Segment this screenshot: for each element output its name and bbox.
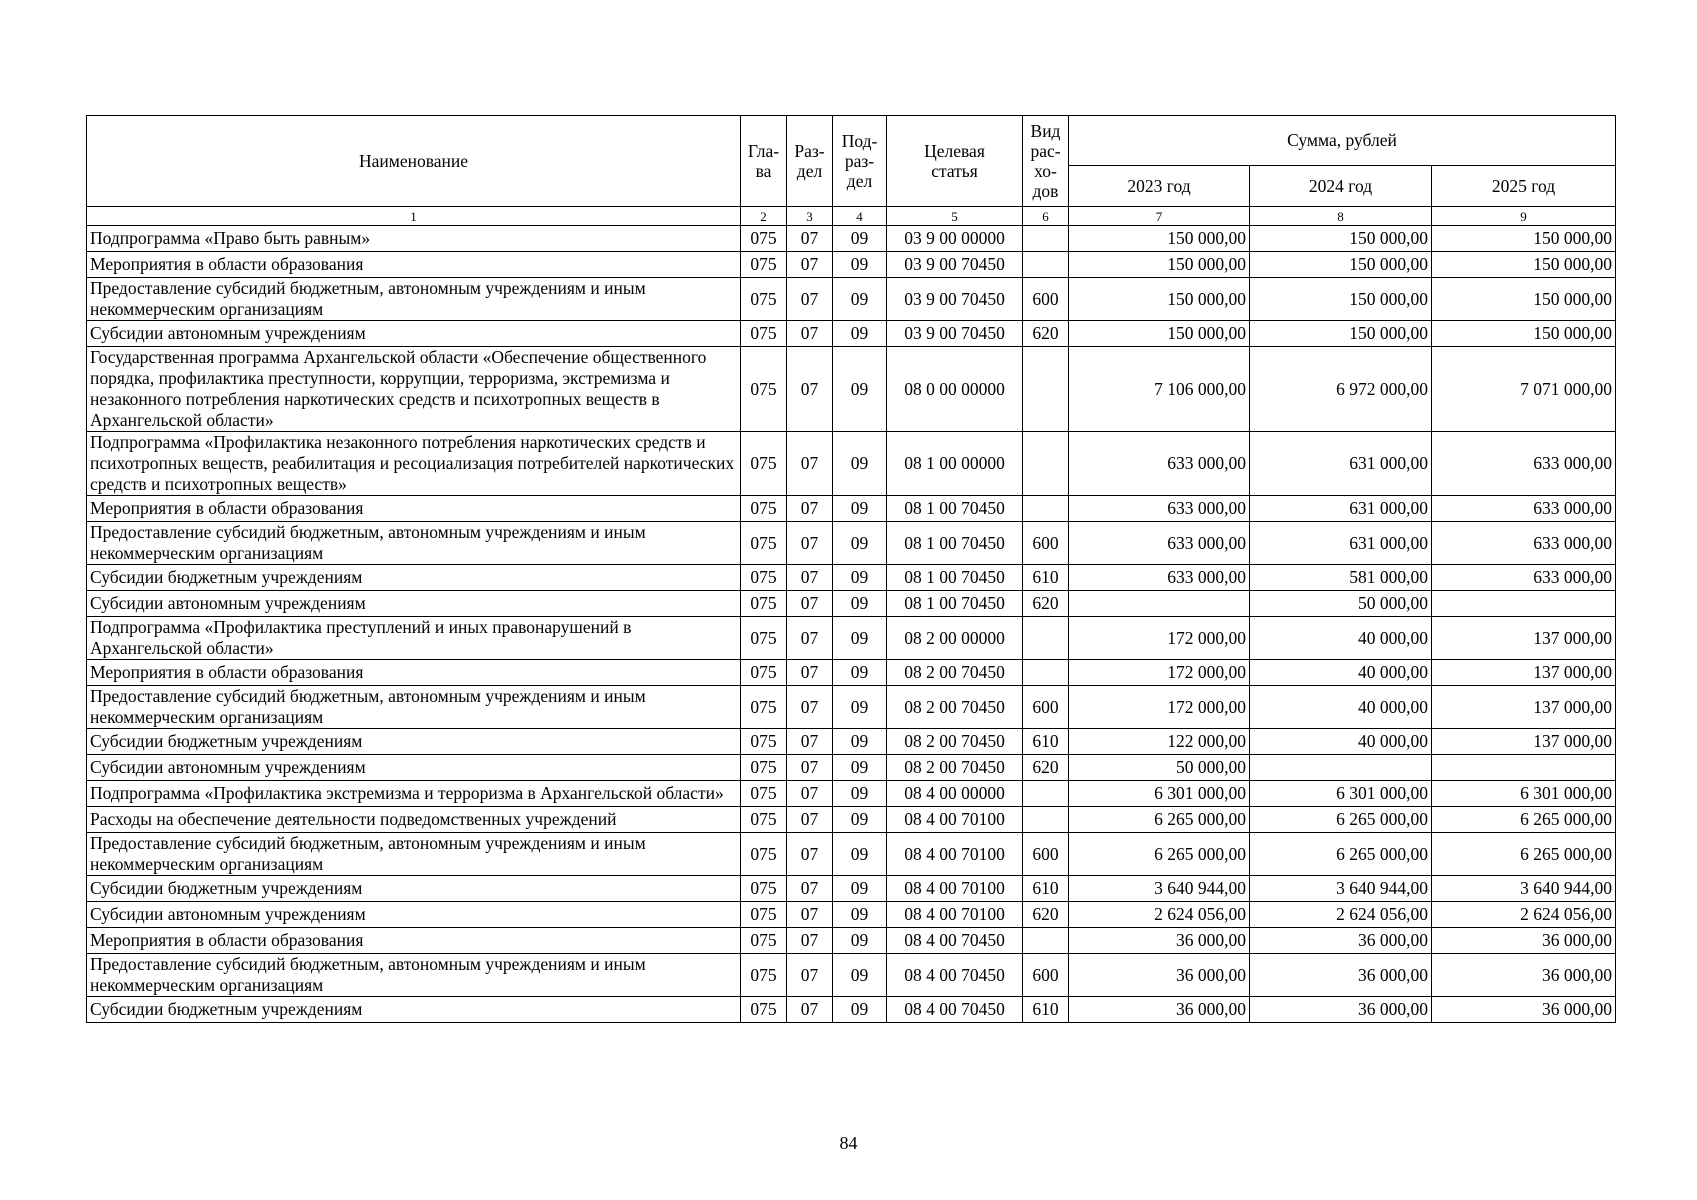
cell-podrazdel: 09 — [833, 617, 887, 660]
cell-vid-rashodov: 620 — [1023, 755, 1069, 781]
cell-vid-rashodov — [1023, 226, 1069, 252]
cell-celevaya-statya: 03 9 00 70450 — [887, 252, 1023, 278]
cell-glava: 075 — [741, 565, 787, 591]
column-number: 6 — [1023, 207, 1069, 226]
cell-sum-2023: 633 000,00 — [1069, 522, 1250, 565]
cell-vid-rashodov — [1023, 252, 1069, 278]
cell-glava: 075 — [741, 252, 787, 278]
cell-sum-2025: 6 301 000,00 — [1432, 781, 1616, 807]
cell-glava: 075 — [741, 591, 787, 617]
column-number: 2 — [741, 207, 787, 226]
cell-sum-2023: 6 301 000,00 — [1069, 781, 1250, 807]
cell-sum-2024: 631 000,00 — [1250, 522, 1432, 565]
cell-glava: 075 — [741, 278, 787, 321]
cell-celevaya-statya: 08 2 00 00000 — [887, 617, 1023, 660]
cell-sum-2025: 633 000,00 — [1432, 432, 1616, 496]
cell-sum-2023: 6 265 000,00 — [1069, 807, 1250, 833]
cell-sum-2025: 36 000,00 — [1432, 997, 1616, 1023]
header-glava: Гла- ва — [741, 116, 787, 207]
cell-vid-rashodov — [1023, 781, 1069, 807]
cell-podrazdel: 09 — [833, 522, 887, 565]
cell-podrazdel: 09 — [833, 321, 887, 347]
cell-celevaya-statya: 08 4 00 70450 — [887, 997, 1023, 1023]
cell-razdel: 07 — [787, 781, 833, 807]
cell-razdel: 07 — [787, 252, 833, 278]
cell-celevaya-statya: 08 2 00 70450 — [887, 729, 1023, 755]
table-row — [87, 755, 1616, 781]
column-number: 3 — [787, 207, 833, 226]
cell-name: Предоставление субсидий бюджетным, автономным учреждениям и иным некоммерческим организациям — [87, 278, 741, 321]
cell-sum-2023: 6 265 000,00 — [1069, 833, 1250, 876]
table-row — [87, 432, 1616, 496]
cell-sum-2024: 50 000,00 — [1250, 591, 1432, 617]
page-number: 84 — [839, 1133, 858, 1153]
cell-podrazdel: 09 — [833, 807, 887, 833]
cell-podrazdel: 09 — [833, 252, 887, 278]
cell-glava: 075 — [741, 902, 787, 928]
column-number-row — [87, 207, 1616, 226]
cell-celevaya-statya: 08 2 00 70450 — [887, 755, 1023, 781]
cell-podrazdel: 09 — [833, 755, 887, 781]
table-row — [87, 347, 1616, 432]
header-year-2024: 2024 год — [1250, 166, 1432, 207]
cell-sum-2025: 150 000,00 — [1432, 226, 1616, 252]
cell-celevaya-statya: 03 9 00 70450 — [887, 278, 1023, 321]
cell-sum-2025 — [1432, 591, 1616, 617]
cell-celevaya-statya: 08 4 00 70100 — [887, 902, 1023, 928]
cell-podrazdel: 09 — [833, 660, 887, 686]
cell-vid-rashodov — [1023, 617, 1069, 660]
cell-celevaya-statya: 08 1 00 70450 — [887, 522, 1023, 565]
cell-sum-2025: 633 000,00 — [1432, 522, 1616, 565]
cell-sum-2023: 36 000,00 — [1069, 928, 1250, 954]
cell-razdel: 07 — [787, 660, 833, 686]
cell-glava: 075 — [741, 781, 787, 807]
cell-sum-2023: 150 000,00 — [1069, 226, 1250, 252]
cell-name: Подпрограмма «Профилактика незаконного потребления наркотических средств и психотропных веществ, реабилитация и ресоциализация потребителей наркотических средств и психотропных веществ» — [87, 432, 741, 496]
table-row — [87, 226, 1616, 252]
cell-vid-rashodov: 610 — [1023, 729, 1069, 755]
cell-podrazdel: 09 — [833, 954, 887, 997]
table-row — [87, 252, 1616, 278]
cell-name: Субсидии автономным учреждениям — [87, 902, 741, 928]
cell-name: Предоставление субсидий бюджетным, автономным учреждениям и иным некоммерческим организациям — [87, 686, 741, 729]
cell-vid-rashodov — [1023, 928, 1069, 954]
cell-podrazdel: 09 — [833, 347, 887, 432]
cell-razdel: 07 — [787, 902, 833, 928]
cell-sum-2023: 36 000,00 — [1069, 997, 1250, 1023]
cell-celevaya-statya: 08 4 00 70100 — [887, 807, 1023, 833]
table-row — [87, 876, 1616, 902]
cell-razdel: 07 — [787, 321, 833, 347]
cell-celevaya-statya: 08 1 00 00000 — [887, 432, 1023, 496]
cell-sum-2023: 633 000,00 — [1069, 496, 1250, 522]
cell-glava: 075 — [741, 755, 787, 781]
cell-sum-2024: 36 000,00 — [1250, 954, 1432, 997]
cell-celevaya-statya: 08 2 00 70450 — [887, 660, 1023, 686]
table-row — [87, 660, 1616, 686]
cell-celevaya-statya: 08 1 00 70450 — [887, 496, 1023, 522]
cell-sum-2025: 150 000,00 — [1432, 321, 1616, 347]
cell-sum-2025: 6 265 000,00 — [1432, 833, 1616, 876]
cell-sum-2023: 122 000,00 — [1069, 729, 1250, 755]
cell-podrazdel: 09 — [833, 833, 887, 876]
cell-sum-2025: 137 000,00 — [1432, 686, 1616, 729]
cell-sum-2023: 50 000,00 — [1069, 755, 1250, 781]
cell-glava: 075 — [741, 686, 787, 729]
cell-podrazdel: 09 — [833, 876, 887, 902]
cell-name: Мероприятия в области образования — [87, 660, 741, 686]
header-year-2025: 2025 год — [1432, 166, 1616, 207]
cell-celevaya-statya: 08 2 00 70450 — [887, 686, 1023, 729]
cell-razdel: 07 — [787, 928, 833, 954]
cell-name: Подпрограмма «Право быть равным» — [87, 226, 741, 252]
header-podrazdel: Под- раз- дел — [833, 116, 887, 207]
cell-name: Субсидии бюджетным учреждениям — [87, 997, 741, 1023]
cell-sum-2024: 150 000,00 — [1250, 252, 1432, 278]
cell-razdel: 07 — [787, 522, 833, 565]
cell-vid-rashodov — [1023, 432, 1069, 496]
cell-glava: 075 — [741, 226, 787, 252]
table-row — [87, 278, 1616, 321]
cell-sum-2024 — [1250, 755, 1432, 781]
cell-celevaya-statya: 08 4 00 70450 — [887, 928, 1023, 954]
cell-podrazdel: 09 — [833, 928, 887, 954]
cell-glava: 075 — [741, 496, 787, 522]
cell-sum-2023: 172 000,00 — [1069, 686, 1250, 729]
cell-vid-rashodov: 610 — [1023, 997, 1069, 1023]
cell-sum-2024: 6 265 000,00 — [1250, 807, 1432, 833]
column-number: 1 — [87, 207, 741, 226]
cell-podrazdel: 09 — [833, 781, 887, 807]
cell-name: Государственная программа Архангельской области «Обеспечение общественного порядка, профилактика преступности, коррупции, терроризма, экстремизма и незаконного потребления наркотических средств и психотропных веществ в Архангельской области» — [87, 347, 741, 432]
cell-sum-2024: 36 000,00 — [1250, 997, 1432, 1023]
cell-name: Подпрограмма «Профилактика преступлений и иных правонарушений в Архангельской области» — [87, 617, 741, 660]
cell-sum-2024: 631 000,00 — [1250, 432, 1432, 496]
cell-celevaya-statya: 08 0 00 00000 — [887, 347, 1023, 432]
cell-name: Мероприятия в области образования — [87, 928, 741, 954]
cell-sum-2023: 36 000,00 — [1069, 954, 1250, 997]
cell-sum-2023: 3 640 944,00 — [1069, 876, 1250, 902]
cell-razdel: 07 — [787, 755, 833, 781]
cell-sum-2024: 40 000,00 — [1250, 686, 1432, 729]
cell-razdel: 07 — [787, 278, 833, 321]
table-row — [87, 729, 1616, 755]
cell-sum-2025 — [1432, 755, 1616, 781]
column-number: 9 — [1432, 207, 1616, 226]
cell-sum-2024: 581 000,00 — [1250, 565, 1432, 591]
cell-name: Субсидии автономным учреждениям — [87, 591, 741, 617]
header-razdel: Раз- дел — [787, 116, 833, 207]
cell-vid-rashodov: 620 — [1023, 591, 1069, 617]
cell-sum-2025: 3 640 944,00 — [1432, 876, 1616, 902]
table-row — [87, 902, 1616, 928]
table-row — [87, 591, 1616, 617]
cell-glava: 075 — [741, 833, 787, 876]
header-year-2023: 2023 год — [1069, 166, 1250, 207]
table-row — [87, 686, 1616, 729]
cell-vid-rashodov: 600 — [1023, 278, 1069, 321]
cell-podrazdel: 09 — [833, 278, 887, 321]
cell-celevaya-statya: 08 4 00 70450 — [887, 954, 1023, 997]
header-summa: Сумма, рублей — [1069, 116, 1616, 166]
cell-celevaya-statya: 08 4 00 00000 — [887, 781, 1023, 807]
cell-sum-2023: 172 000,00 — [1069, 617, 1250, 660]
cell-sum-2024: 6 265 000,00 — [1250, 833, 1432, 876]
cell-vid-rashodov: 600 — [1023, 686, 1069, 729]
cell-podrazdel: 09 — [833, 902, 887, 928]
cell-razdel: 07 — [787, 591, 833, 617]
cell-vid-rashodov — [1023, 807, 1069, 833]
cell-razdel: 07 — [787, 807, 833, 833]
table-row — [87, 781, 1616, 807]
cell-podrazdel: 09 — [833, 226, 887, 252]
cell-sum-2024: 631 000,00 — [1250, 496, 1432, 522]
cell-name: Предоставление субсидий бюджетным, автономным учреждениям и иным некоммерческим организациям — [87, 833, 741, 876]
cell-sum-2025: 633 000,00 — [1432, 496, 1616, 522]
cell-podrazdel: 09 — [833, 496, 887, 522]
cell-vid-rashodov: 620 — [1023, 321, 1069, 347]
cell-sum-2024: 150 000,00 — [1250, 278, 1432, 321]
table-row — [87, 617, 1616, 660]
cell-sum-2024: 40 000,00 — [1250, 660, 1432, 686]
cell-podrazdel: 09 — [833, 565, 887, 591]
cell-glava: 075 — [741, 997, 787, 1023]
header-celevaya: Целевая статья — [887, 116, 1023, 207]
cell-glava: 075 — [741, 876, 787, 902]
table-row — [87, 928, 1616, 954]
cell-celevaya-statya: 03 9 00 00000 — [887, 226, 1023, 252]
cell-vid-rashodov: 600 — [1023, 954, 1069, 997]
cell-sum-2024: 150 000,00 — [1250, 226, 1432, 252]
budget-table — [86, 115, 1616, 1023]
cell-sum-2023: 2 624 056,00 — [1069, 902, 1250, 928]
cell-glava: 075 — [741, 617, 787, 660]
cell-sum-2025: 36 000,00 — [1432, 928, 1616, 954]
cell-sum-2023: 633 000,00 — [1069, 432, 1250, 496]
cell-sum-2023: 172 000,00 — [1069, 660, 1250, 686]
cell-name: Мероприятия в области образования — [87, 252, 741, 278]
column-number: 5 — [887, 207, 1023, 226]
cell-celevaya-statya: 03 9 00 70450 — [887, 321, 1023, 347]
cell-razdel: 07 — [787, 432, 833, 496]
cell-name: Предоставление субсидий бюджетным, автономным учреждениям и иным некоммерческим организациям — [87, 954, 741, 997]
cell-name: Субсидии бюджетным учреждениям — [87, 729, 741, 755]
cell-sum-2023: 150 000,00 — [1069, 252, 1250, 278]
cell-podrazdel: 09 — [833, 432, 887, 496]
cell-glava: 075 — [741, 432, 787, 496]
table-row — [87, 954, 1616, 997]
header-vid: Вид рас- хо- дов — [1023, 116, 1069, 207]
cell-sum-2024: 150 000,00 — [1250, 321, 1432, 347]
cell-glava: 075 — [741, 321, 787, 347]
cell-sum-2024: 3 640 944,00 — [1250, 876, 1432, 902]
cell-vid-rashodov: 600 — [1023, 833, 1069, 876]
cell-sum-2023: 150 000,00 — [1069, 321, 1250, 347]
cell-razdel: 07 — [787, 686, 833, 729]
cell-name: Субсидии автономным учреждениям — [87, 321, 741, 347]
cell-sum-2024: 40 000,00 — [1250, 617, 1432, 660]
cell-vid-rashodov: 610 — [1023, 876, 1069, 902]
cell-sum-2025: 137 000,00 — [1432, 729, 1616, 755]
cell-glava: 075 — [741, 729, 787, 755]
cell-name: Расходы на обеспечение деятельности подведомственных учреждений — [87, 807, 741, 833]
cell-sum-2025: 7 071 000,00 — [1432, 347, 1616, 432]
column-number: 4 — [833, 207, 887, 226]
cell-name: Предоставление субсидий бюджетным, автономным учреждениям и иным некоммерческим организациям — [87, 522, 741, 565]
cell-sum-2025: 2 624 056,00 — [1432, 902, 1616, 928]
table-row — [87, 997, 1616, 1023]
cell-sum-2024: 2 624 056,00 — [1250, 902, 1432, 928]
cell-razdel: 07 — [787, 347, 833, 432]
cell-sum-2025: 633 000,00 — [1432, 565, 1616, 591]
cell-celevaya-statya: 08 4 00 70100 — [887, 876, 1023, 902]
table-row — [87, 833, 1616, 876]
cell-razdel: 07 — [787, 833, 833, 876]
cell-sum-2024: 6 972 000,00 — [1250, 347, 1432, 432]
cell-name: Субсидии бюджетным учреждениям — [87, 565, 741, 591]
cell-sum-2024: 36 000,00 — [1250, 928, 1432, 954]
cell-razdel: 07 — [787, 729, 833, 755]
cell-podrazdel: 09 — [833, 729, 887, 755]
cell-razdel: 07 — [787, 226, 833, 252]
cell-razdel: 07 — [787, 565, 833, 591]
table-row — [87, 807, 1616, 833]
cell-sum-2024: 6 301 000,00 — [1250, 781, 1432, 807]
cell-vid-rashodov — [1023, 347, 1069, 432]
cell-celevaya-statya: 08 1 00 70450 — [887, 591, 1023, 617]
cell-sum-2025: 137 000,00 — [1432, 617, 1616, 660]
cell-razdel: 07 — [787, 617, 833, 660]
cell-razdel: 07 — [787, 496, 833, 522]
cell-glava: 075 — [741, 954, 787, 997]
table-row — [87, 496, 1616, 522]
cell-vid-rashodov: 620 — [1023, 902, 1069, 928]
cell-razdel: 07 — [787, 997, 833, 1023]
cell-name: Субсидии бюджетным учреждениям — [87, 876, 741, 902]
cell-glava: 075 — [741, 522, 787, 565]
cell-razdel: 07 — [787, 876, 833, 902]
cell-name: Субсидии автономным учреждениям — [87, 755, 741, 781]
cell-sum-2025: 150 000,00 — [1432, 252, 1616, 278]
table-body — [87, 226, 1616, 1023]
column-number: 8 — [1250, 207, 1432, 226]
cell-sum-2024: 40 000,00 — [1250, 729, 1432, 755]
cell-sum-2023: 150 000,00 — [1069, 278, 1250, 321]
cell-celevaya-statya: 08 4 00 70100 — [887, 833, 1023, 876]
cell-name: Мероприятия в области образования — [87, 496, 741, 522]
table-row — [87, 565, 1616, 591]
cell-razdel: 07 — [787, 954, 833, 997]
cell-vid-rashodov: 610 — [1023, 565, 1069, 591]
cell-sum-2023 — [1069, 591, 1250, 617]
cell-sum-2025: 6 265 000,00 — [1432, 807, 1616, 833]
column-number: 7 — [1069, 207, 1250, 226]
cell-vid-rashodov: 600 — [1023, 522, 1069, 565]
cell-glava: 075 — [741, 928, 787, 954]
cell-celevaya-statya: 08 1 00 70450 — [887, 565, 1023, 591]
cell-podrazdel: 09 — [833, 997, 887, 1023]
header-name: Наименование — [87, 116, 741, 207]
cell-podrazdel: 09 — [833, 686, 887, 729]
cell-sum-2023: 7 106 000,00 — [1069, 347, 1250, 432]
cell-name: Подпрограмма «Профилактика экстремизма и терроризма в Архангельской области» — [87, 781, 741, 807]
cell-sum-2025: 36 000,00 — [1432, 954, 1616, 997]
cell-sum-2025: 137 000,00 — [1432, 660, 1616, 686]
cell-glava: 075 — [741, 807, 787, 833]
table-row — [87, 522, 1616, 565]
cell-vid-rashodov — [1023, 496, 1069, 522]
cell-sum-2025: 150 000,00 — [1432, 278, 1616, 321]
cell-sum-2023: 633 000,00 — [1069, 565, 1250, 591]
cell-glava: 075 — [741, 660, 787, 686]
table-row — [87, 321, 1616, 347]
cell-vid-rashodov — [1023, 660, 1069, 686]
cell-glava: 075 — [741, 347, 787, 432]
cell-podrazdel: 09 — [833, 591, 887, 617]
